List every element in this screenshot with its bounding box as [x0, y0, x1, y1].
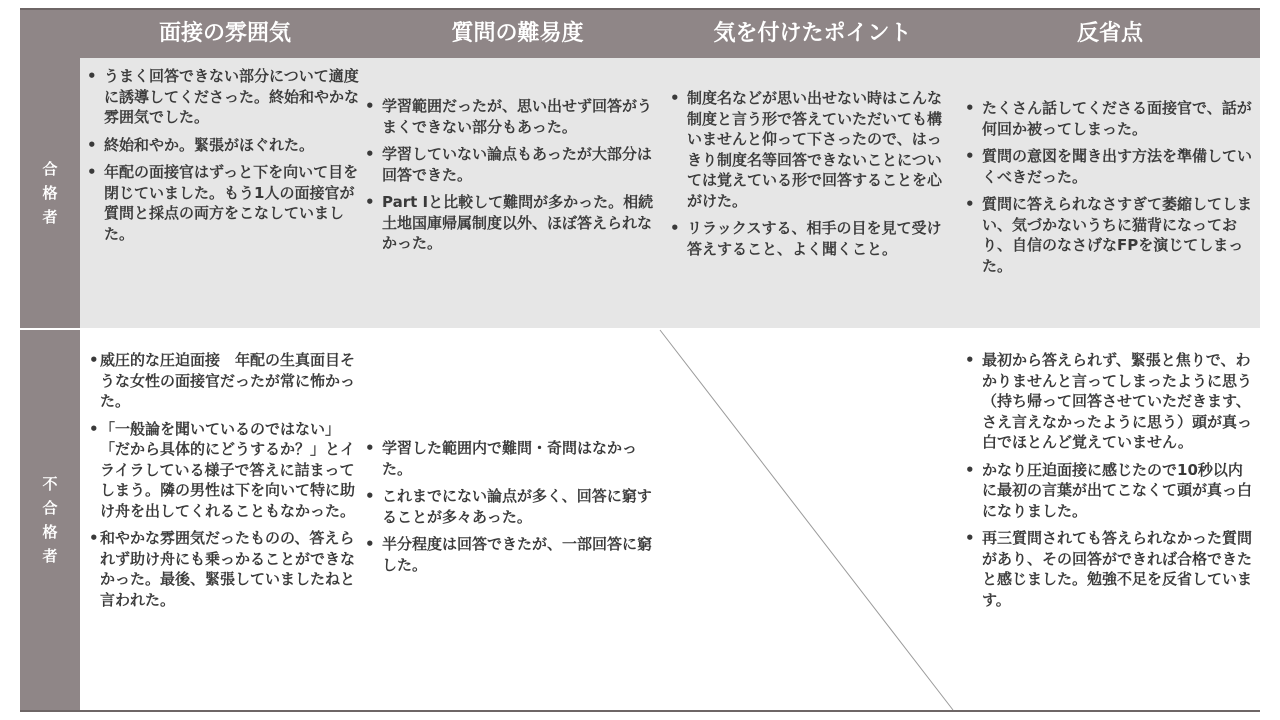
interview-feedback-table — [20, 8, 1260, 712]
header-atmosphere: 面接の雰囲気 — [158, 21, 291, 46]
list-item: • 質問の意図を聞き出す方法を準備していくべきだった。 — [960, 146, 1255, 187]
list-item: • うまく回答できない部分について適度に誘導してくださった。終始和やかな雰囲気でした。 — [82, 66, 362, 128]
row-label-failed-text: 不合格者 — [42, 475, 58, 565]
list-item: • 終始和やか。緊張がほぐれた。 — [82, 135, 362, 156]
list-item: • かなり圧迫面接に感じたので10秒以内に最初の言葉が出てこなくて頭が真っ白になりました。 — [960, 460, 1255, 522]
list-item: • 学習していない論点もあったが大部分は回答できた。 — [360, 144, 660, 185]
list-item: • 年配の面接官はずっと下を向いて目を閉じていました。もう1人の面接官が質問と採点の両方をこなしていました。 — [82, 162, 362, 244]
list-item: • 学習した範囲内で難問・奇問はなかった。 — [360, 438, 655, 479]
failed-reflection-list — [960, 350, 1255, 610]
list-item: • たくさん話してくださる面接官で、話が何回か被ってしまった。 — [960, 98, 1255, 139]
table-bottom-border — [20, 710, 1260, 712]
list-item: • 半分程度は回答できたが、一部回答に窮した。 — [360, 534, 655, 575]
header-reflection: 反省点 — [1076, 21, 1143, 46]
list-item: • これまでにない論点が多く、回答に窮することが多々あった。 — [360, 486, 655, 527]
list-item: • 威圧的な圧迫面接 年配の生真面目そうな女性の面接官だったが常に怖かった。 — [90, 350, 355, 412]
failed-reflection-cell — [960, 350, 1255, 617]
diagonal-line — [660, 330, 953, 710]
list-item: • 学習範囲だったが、思い出せず回答がうまくできない部分もあった。 — [360, 96, 660, 137]
list-item: • 和やかな雰囲気だったものの、答えられず助け舟にも乗っかることができなかった。最後、緊張していましたねと言われた。 — [90, 528, 355, 610]
list-item: • 制度名などが思い出せない時はこんな制度と言う形で答えていただいても構いませんと仰って下さったので、はっきり制度名等回答できないことについては覚えている形で回答することを心がけた。 — [665, 88, 955, 211]
list-item: • 質問に答えられなさすぎて萎縮してしまい、気づかないうちに猫背になっており、自信のなさげなFPを演じてしまった。 — [960, 194, 1255, 276]
list-item: • Part Ⅰと比較して難問が多かった。相続土地国庫帰属制度以外、ほぼ答えられなかった。 — [360, 192, 660, 254]
header-difficulty: 質問の難易度 — [451, 21, 584, 46]
list-item: • 最初から答えられず、緊張と焦りで、わかりませんと言ってしまったように思う（持ち帰って回答させていただきます、さえ言えなかったように思う）頭が真っ白でほとんど覚えていません。 — [960, 350, 1255, 453]
list-item: • リラックスする、相手の目を見て受け答えすること、よく聞くこと。 — [665, 218, 955, 259]
row-label-passed-text: 合格者 — [42, 160, 58, 226]
header-points: 気を付けたポイント — [713, 21, 912, 46]
list-item: • 「一般論を聞いているのではない」「だから具体的にどうするか？」とイライラしている様子で答えに詰まってしまう。隣の男性は下を向いて特に助け舟を出してくれることもなかった。 — [90, 419, 355, 522]
list-item: • 再三質問されても答えられなかった質問があり、その回答ができれば合格できたと感じました。勉強不足を反省しています。 — [960, 528, 1255, 610]
